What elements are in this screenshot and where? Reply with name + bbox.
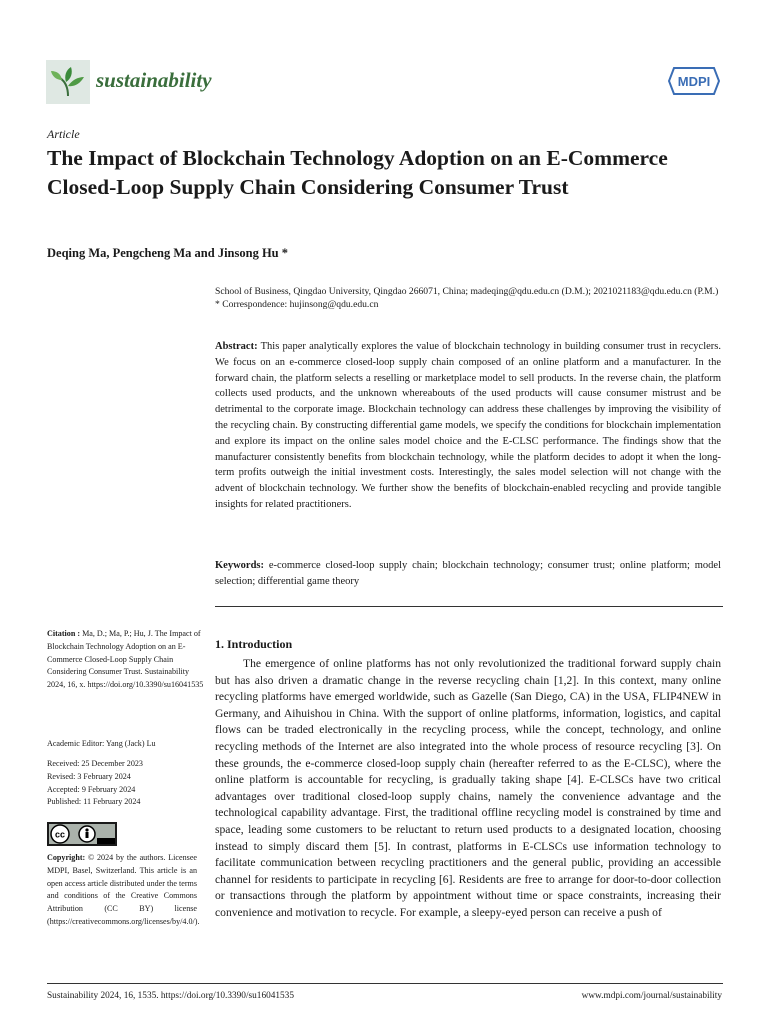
svg-text:cc: cc <box>54 829 66 840</box>
article-type: Article <box>47 127 80 141</box>
leaf-icon <box>46 60 90 104</box>
correspondence-line: * Correspondence: hujinsong@qdu.edu.cn <box>215 299 379 310</box>
footer-citation[interactable]: Sustainability 2024, 16, 1535. https://doi.org/10.3390/su16041535 <box>47 991 294 1001</box>
academic-editor: Academic Editor: Yang (Jack) Lu <box>47 739 156 748</box>
citation-label: Citation : <box>47 629 81 638</box>
keywords-text: e-commerce closed-loop supply chain; blockchain technology; consumer trust; online platform; model selection; differential game theory <box>215 560 721 587</box>
revised-date: Revised: 3 February 2024 <box>47 771 131 781</box>
mdpi-logo <box>668 66 720 96</box>
svg-text:MDPI: MDPI <box>677 74 711 89</box>
copyright-label: Copyright: <box>47 853 86 862</box>
published-date: Published: 11 February 2024 <box>47 797 141 807</box>
received-date: Received: 25 December 2023 <box>47 759 143 768</box>
affiliation-line: School of Business, Qingdao University, Qingdao 266071, China; madeqing@qdu.edu.cn (D.M.); 2021021183@qdu.edu.cn (P.M.) <box>215 286 719 297</box>
divider <box>215 606 723 607</box>
publication-dates <box>47 758 207 809</box>
accepted-date: Accepted: 9 February 2024 <box>47 784 136 794</box>
article-title: The Impact of Blockchain Technology Adoption on an E-Commerce Closed-Loop Supply Chain Considering Consumer Trust <box>47 146 668 199</box>
section-heading: 1. Introduction <box>215 637 293 651</box>
body-paragraph: The emergence of online platforms has not only revolutionized the traditional forward supply chain but has also driven a dramatic change in the reverse recycling chain [1,2]. In this context, many online recycling platforms have emerged worldwide, such as Gazelle (San Diego, CA) in the USA, FLIP4NEW in Germany, and Aihuishou in China. With the support of online platforms, information, logistics, and capital flows can be traded electronically in the recycling process, while the concept, technology, and online recycling methods of the Internet are also integrated into the whole process of resource recycling [3]. On these grounds, the e-commerce closed-loop supply chain (hereafter referred to as the E-CLSC), where the online platform is accountable for recycling, is gradually taking shape [4]. E-CLSCs have two critical advantages over traditional closed-loop supply chains, namely the convenience advantage and the technological capability advantage. First, the traditional offline recycling model is constrained by time and space, leading some customers to be reluctant to return used products to a designated location, choosing instead to simply discard them [5]. In contrast, platforms in E-CLSCs use information technology to facilitate communication between recycling practitioners and the general public, providing an accessible channel for residents to participate in recycling [6]. Residents are free to arrange for door-to-door collection or transactions through the platform by appointment without time or space constraints, increasing their convenience and motivation to recycle. For example, a sleepy-eyed person can receive a push of <box>215 657 721 919</box>
keywords-label: Keywords: <box>215 560 264 571</box>
cc-by-badge-icon[interactable] <box>47 822 117 846</box>
citation-block <box>47 628 207 692</box>
abstract <box>215 339 721 513</box>
journal-logo <box>46 60 90 104</box>
journal-name: sustainability <box>96 68 212 92</box>
abstract-text: This paper analytically explores the value of blockchain technology in building consumer trust in recyclers. We focus on an e-commerce closed-loop supply chain composed of an online platform and a manufacturer. In the forward chain, the platform selects a reselling or marketplace model to sell products. In the reverse chain, the platform collects used products, and the unknown whereabouts of the used products will cause consumer mistrust and be detrimental to the corporate image. Blockchain technology can address these challenges by improving the visibility of the recycling chain. By constructing differential game models, we specify the conditions for blockchain implementation and explore its impact on the online sales model choice and the E-CLSC performance. The findings show that the manufacturer consistently benefits from blockchain technology, while the platform decides to adopt it when the long-term profits outweigh the initial investment costs. Interestingly, the sales model selection will not change with the advent of blockchain technology. We further show the benefits of blockchain-enabled recycling and provide tangible insights for related practitioners. <box>215 341 722 510</box>
footer-divider <box>47 983 723 984</box>
citation-text[interactable]: Ma, D.; Ma, P.; Hu, J. The Impact of Blockchain Technology Adoption on an E-Commerce Closed-Loop Supply Chain Considering Consumer Trust. Sustainability 2024, 16, x. https://doi.org/10.3390/su16041535 <box>47 629 204 690</box>
copyright-notice <box>47 852 200 929</box>
affiliations <box>215 285 725 311</box>
copyright-text: © 2024 by the authors. Licensee MDPI, Basel, Switzerland. This article is an open access article distributed under the terms and conditions of the Creative Commons Attribution (CC BY) license (https://creativecommons.org/licenses/by/4.0/). <box>47 853 200 926</box>
abstract-label: Abstract: <box>215 341 258 352</box>
keywords <box>215 558 721 590</box>
footer-journal-url[interactable]: www.mdpi.com/journal/sustainability <box>581 991 722 1001</box>
author-list: Deqing Ma, Pengcheng Ma and Jinsong Hu * <box>47 246 289 260</box>
